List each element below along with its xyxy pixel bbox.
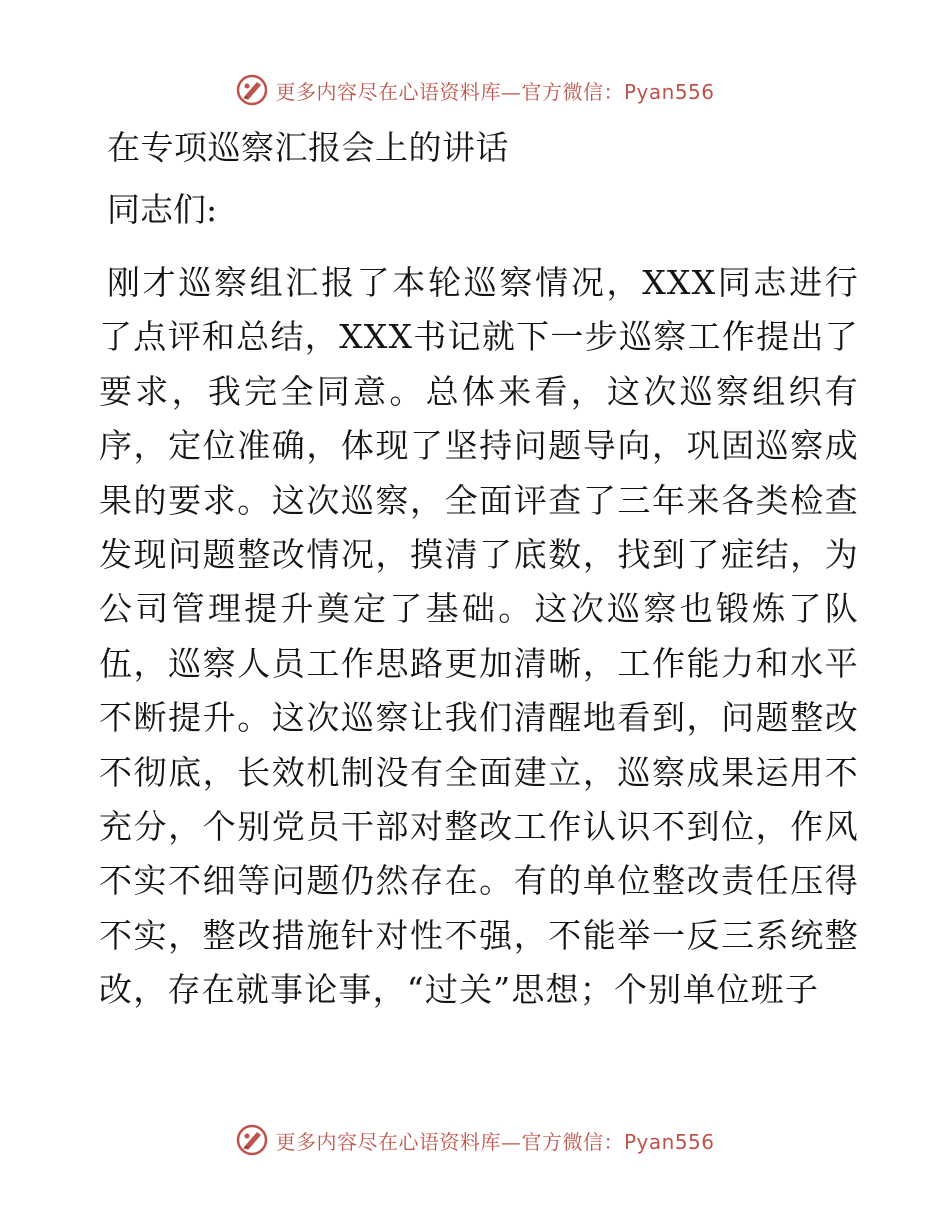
footer-banner xyxy=(0,1120,950,1160)
banner-text: 更多内容尽在心语资料库—官方微信：Pyan556 xyxy=(275,79,715,104)
document-title: 在专项巡察汇报会上的讲话 xyxy=(107,128,509,167)
banner-handle: Pyan556 xyxy=(623,1129,715,1154)
banner-text: 更多内容尽在心语资料库—官方微信：Pyan556 xyxy=(275,1129,715,1154)
logo-icon xyxy=(235,1123,269,1157)
body-paragraph: 刚才巡察组汇报了本轮巡察情况，XXX同志进行了点评和总结，XXX书记就下一步巡察工作提出了要求，我完全同意。总体来看，这次巡察组织有序，定位准确，体现了坚持问题导向，巩固巡察成果的要求。这次巡察，全面评查了三年来各类检查发现问题整改情况，摸清了底数，找到了症结，为公司管理提升奠定了基础。这次巡察也锻炼了队伍，巡察人员工作思路更加清晰，工作能力和水平不断提升。这次巡察让我们清醒地看到，问题整改不彻底，长效机制没有全面建立，巡察成果运用不充分，个别党员干部对整改工作认识不到位，作风不实不细等问题仍然存在。有的单位整改责任压得不实，整改措施针对性不强，不能举一反三系统整改，存在就事论事，“过关”思想；个别单位班子 xyxy=(99,263,859,1010)
header-banner xyxy=(0,70,950,110)
salutation: 同志们: xyxy=(107,190,218,229)
banner-handle: Pyan556 xyxy=(623,79,715,104)
document-body xyxy=(99,122,859,1018)
logo-icon xyxy=(235,73,269,107)
